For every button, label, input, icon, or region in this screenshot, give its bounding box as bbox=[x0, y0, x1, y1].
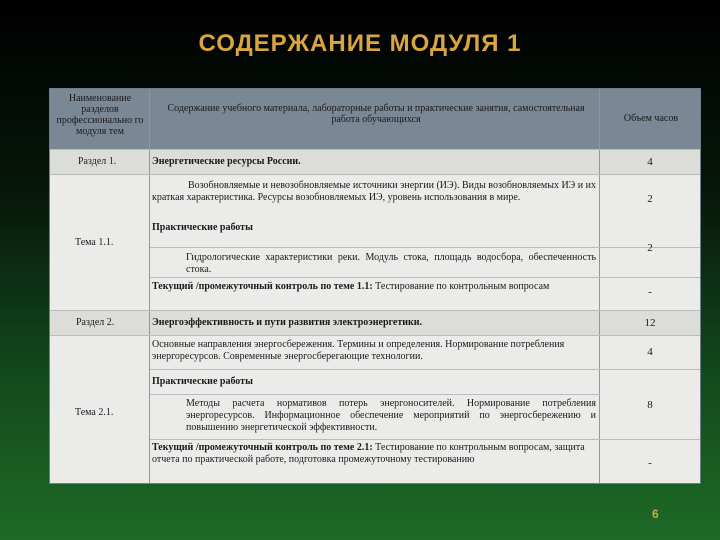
control-2-1-hours: - bbox=[648, 457, 652, 469]
row-divider bbox=[150, 439, 700, 440]
practical-2-content: Методы расчета нормативов потерь энергоносителей. Нормирование потребления энергоресурсов. Информационное обеспечение мероприятий по энергосбережению и повышению энергетической эффективности. bbox=[186, 398, 596, 433]
row-divider bbox=[50, 335, 700, 336]
control-1-1 bbox=[152, 281, 596, 293]
topic-1-1-content: Возобновляемые и невозобновляемые источники энергии (ИЭ). Виды возобновляемых ИЭ и их краткая характеристика. Ресурсы возобновляемых ИЭ, уровень использования в мире. bbox=[152, 180, 596, 203]
row-divider bbox=[150, 277, 700, 278]
topic-2-1-label: Тема 2.1. bbox=[75, 407, 114, 418]
control-1-1-text: Тестирование по контрольным вопросам bbox=[372, 281, 550, 292]
module-content-table bbox=[49, 88, 701, 484]
control-2-1-title: Текущий /промежуточный контроль по теме 2.1: bbox=[152, 442, 373, 453]
section-2-label: Раздел 2. bbox=[76, 317, 115, 328]
topic-2-1-hours: 4 bbox=[647, 346, 653, 358]
practical-2-hours: 8 bbox=[647, 399, 653, 411]
practical-1-hours: 2 bbox=[647, 242, 653, 254]
section-1-hours: 4 bbox=[647, 156, 653, 168]
control-2-1-text: Тестирование по контрольным вопросам, защита отчета по практической работе, подготовка промежуточному тестированию bbox=[152, 442, 585, 465]
header-col-hours: Объем часов bbox=[623, 113, 679, 124]
row-divider bbox=[50, 149, 700, 150]
topic-1-1-label: Тема 1.1. bbox=[75, 237, 114, 248]
section-1-title: Энергетические ресурсы России. bbox=[152, 156, 301, 167]
control-1-1-hours: - bbox=[648, 286, 652, 298]
row-divider bbox=[150, 369, 700, 370]
control-1-1-title: Текущий /промежуточный контроль по теме 1.1: bbox=[152, 281, 373, 292]
topic-1-1-hours: 2 bbox=[647, 193, 653, 205]
row-divider bbox=[50, 174, 700, 175]
page-number: 6 bbox=[652, 507, 659, 521]
practical-1-content: Гидрологические характеристики реки. Модуль стока, площадь водосбора, обеспеченность стока. bbox=[186, 252, 596, 275]
section-2-title: Энергоэффективность и пути развития электроэнергетики. bbox=[152, 317, 423, 328]
row-divider bbox=[50, 310, 700, 311]
control-2-1 bbox=[152, 442, 596, 466]
slide-title: СОДЕРЖАНИЕ МОДУЛЯ 1 bbox=[198, 30, 522, 57]
header-col-content: Содержание учебного материала, лабораторные работы и практические занятия, самостоятельная работа обучающихся bbox=[167, 103, 585, 125]
practical-works-2-label: Практические работы bbox=[152, 376, 253, 387]
section-2-hours: 12 bbox=[644, 317, 656, 329]
row-divider bbox=[150, 394, 600, 395]
topic-2-1-content: Основные направления энергосбережения. Термины и определения. Нормирование потребления энергоресурсов. Современные энергосберегающие технологии. bbox=[152, 339, 565, 362]
header-col-topics: Наименование разделов профессионально го модуля тем bbox=[56, 93, 144, 137]
section-1-label: Раздел 1. bbox=[78, 156, 117, 167]
practical-works-1-label: Практические работы bbox=[152, 222, 253, 233]
